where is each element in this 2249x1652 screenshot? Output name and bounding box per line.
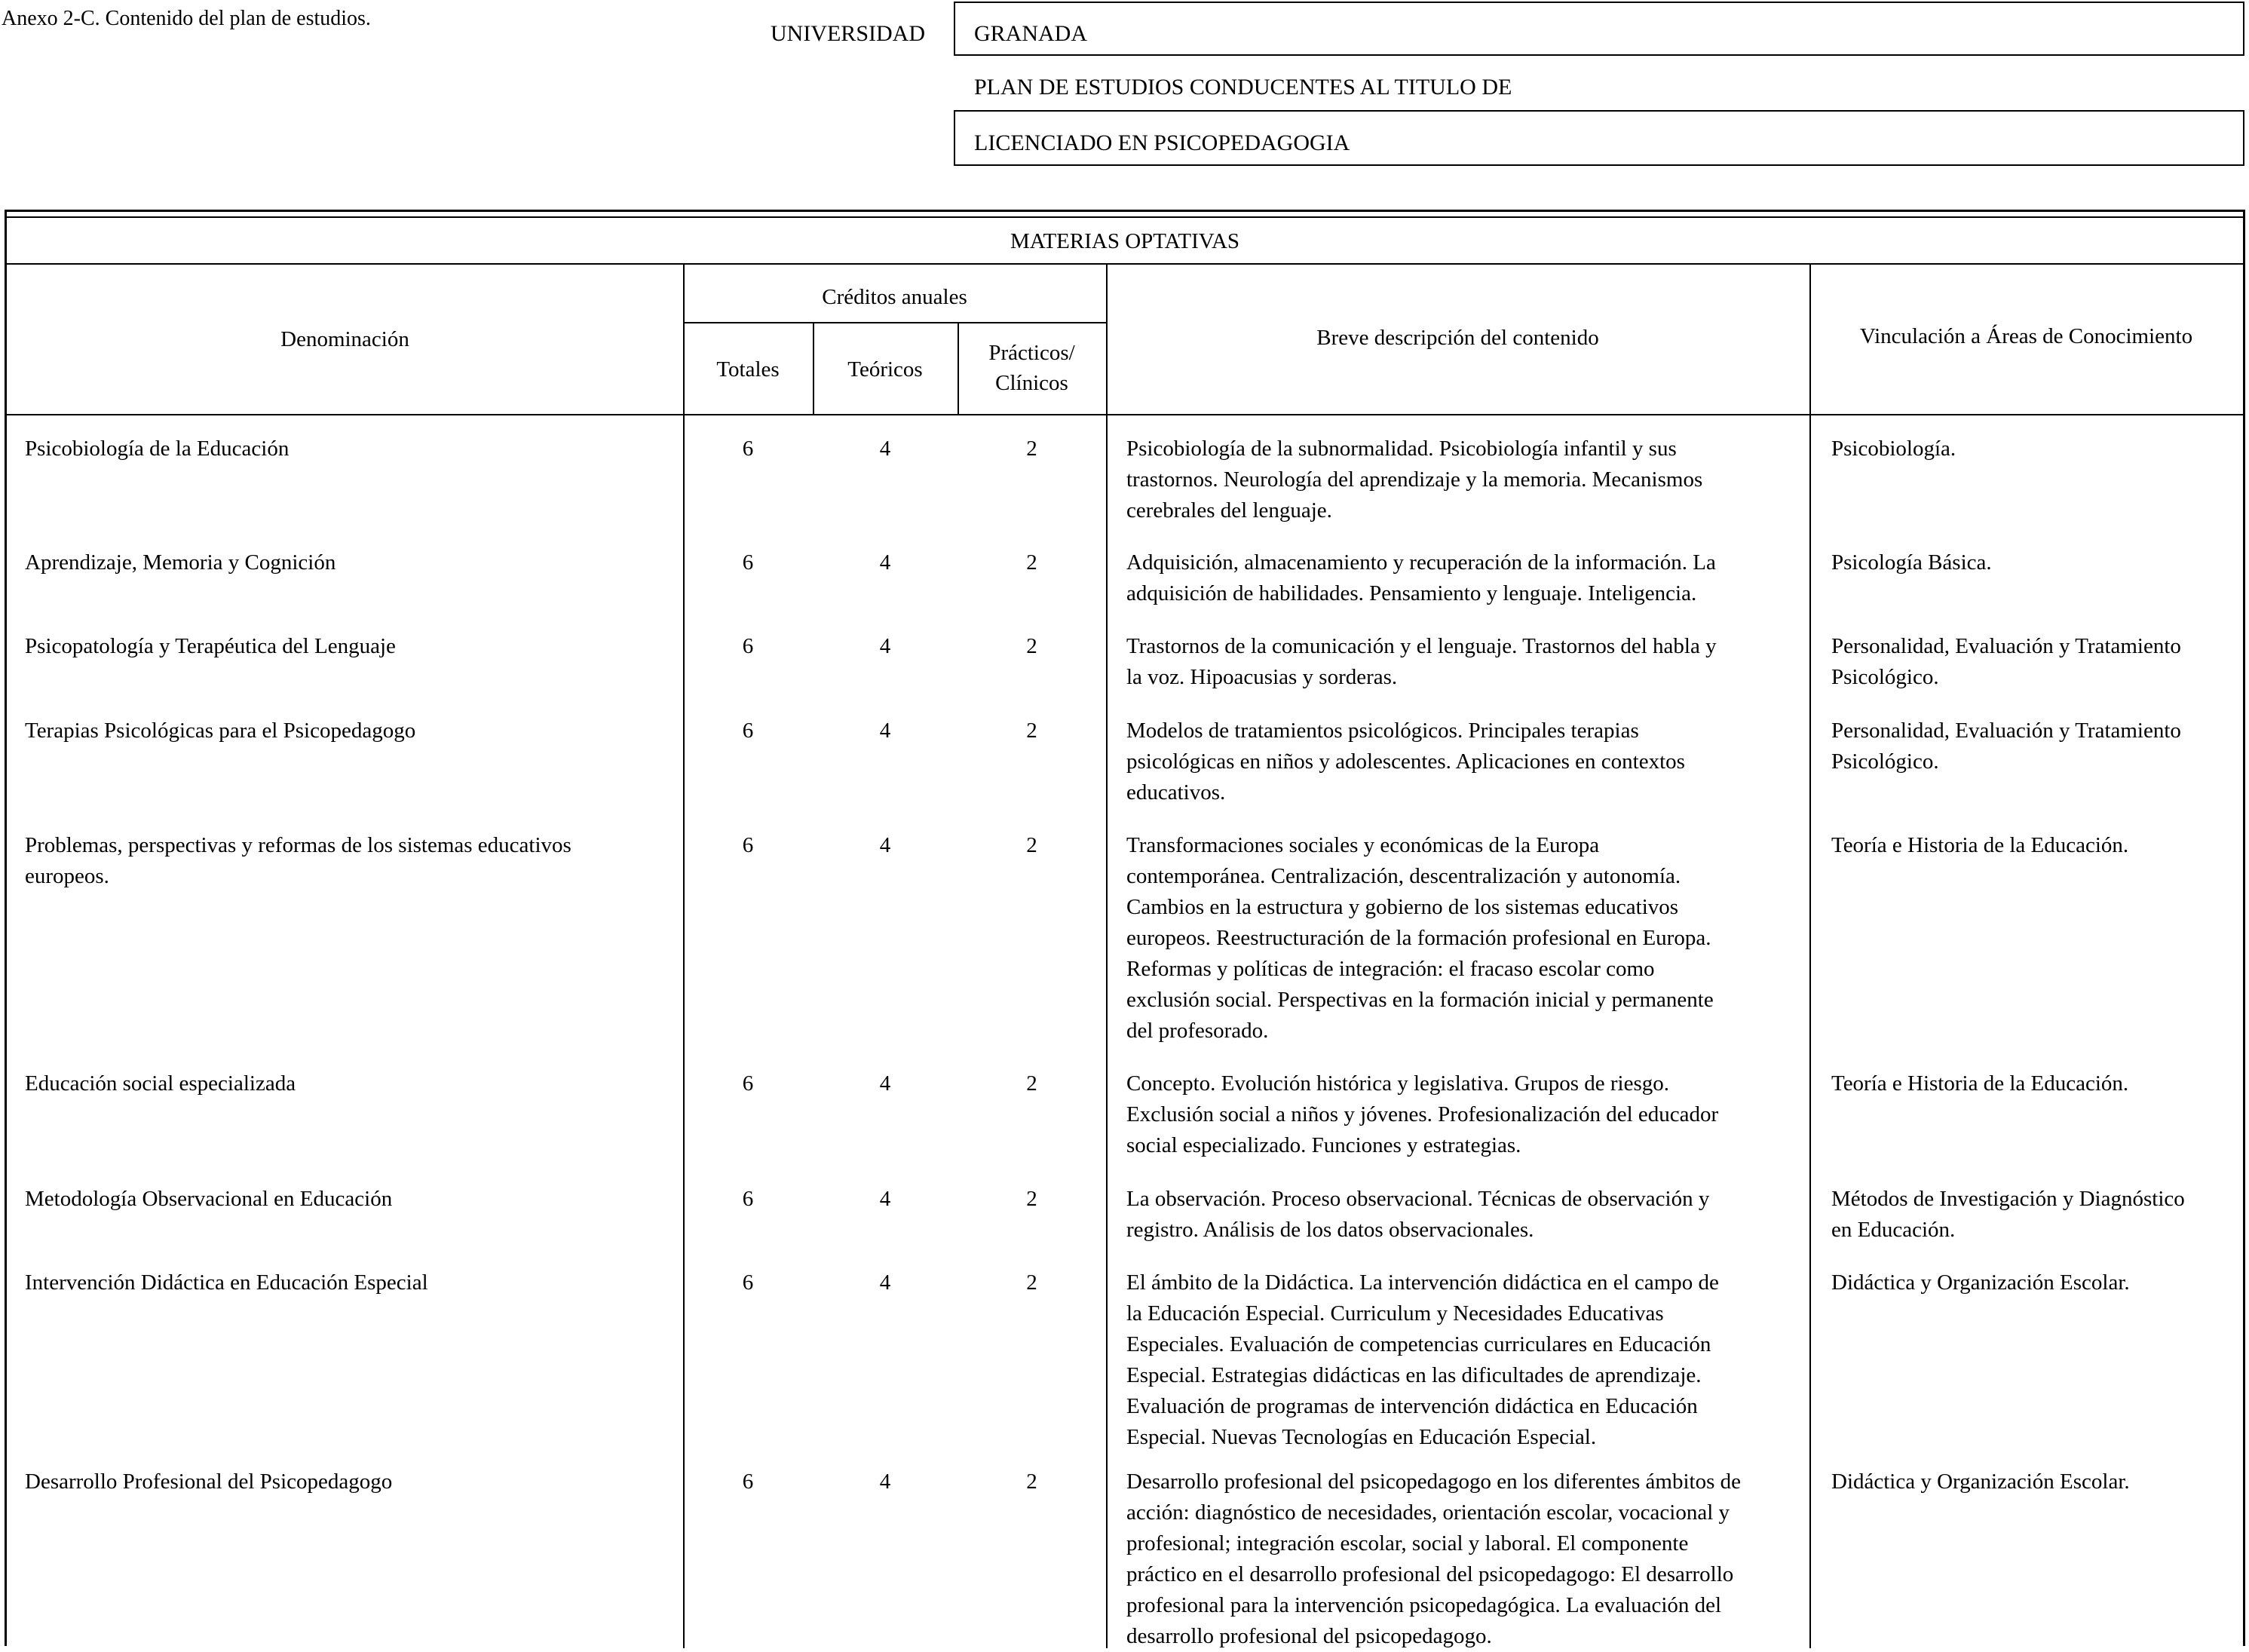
credits-totales: 6 [742,634,754,658]
subject-name: Metodología Observacional en Educación [25,1187,393,1211]
description-line: Desarrollo profesional del psicopedagogo en los diferentes ámbitos de [1126,1470,1741,1494]
subject-name: Intervención Didáctica en Educación Especial [25,1270,428,1295]
description-line: Concepto. Evolución histórica y legislativa. Grupos de riesgo. [1126,1071,1670,1096]
optional-subjects-table [5,210,2245,1646]
credits-totales: 6 [742,1187,754,1211]
subject-name: Aprendizaje, Memoria y Cognición [25,550,336,575]
col-practicos-2: Clínicos [995,371,1068,395]
description-line: Modelos de tratamientos psicológicos. Principales terapias [1126,719,1639,743]
description-line: Psicobiología de la subnormalidad. Psicobiología infantil y sus [1126,437,1677,461]
subject-name: europeos. [25,864,109,888]
description-line: Transformaciones sociales y económicas de la Europa [1126,833,1600,857]
credits-teoricos: 4 [879,1187,891,1211]
description-line: profesional; integración escolar, social y laboral. El componente [1126,1531,1689,1555]
description-line: la voz. Hipoacusias y sorderas. [1126,665,1398,689]
description-line: profesional para la intervención psicopedagógica. La evaluación del [1126,1593,1722,1617]
credits-practicos: 2 [1026,1470,1037,1494]
credits-practicos: 2 [1026,550,1037,575]
credits-totales: 6 [742,1071,754,1096]
description-line: desarrollo profesional del psicopedagogo. [1126,1624,1492,1648]
description-line: contemporánea. Centralización, descentralización y autonomía. [1126,864,1681,888]
col-creditos: Créditos anuales [822,285,967,309]
description-line: psicológicas en niños y adolescentes. Aplicaciones en contextos [1126,749,1685,774]
credits-practicos: 2 [1026,437,1037,461]
credits-teoricos: 4 [879,1270,891,1295]
knowledge-area: Métodos de Investigación y Diagnóstico [1831,1187,2185,1211]
description-line: exclusión social. Perspectivas en la formación inicial y permanente [1126,988,1714,1012]
description-line: del profesorado. [1126,1019,1269,1043]
description-line: europeos. Reestructuración de la formación profesional en Europa. [1126,926,1711,950]
description-line: Especial. Nuevas Tecnologías en Educación Especial. [1126,1425,1597,1449]
col-teoricos: Teóricos [847,357,923,382]
credits-totales: 6 [742,1270,754,1295]
university-label: UNIVERSIDAD [771,21,925,46]
credits-teoricos: 4 [879,719,891,743]
credits-practicos: 2 [1026,1270,1037,1295]
subject-name: Problemas, perspectivas y reformas de los sistemas educativos [25,833,571,857]
description-line: adquisición de habilidades. Pensamiento y lenguaje. Inteligencia. [1126,581,1697,605]
description-line: trastornos. Neurología del aprendizaje y la memoria. Mecanismos [1126,467,1703,492]
credits-teoricos: 4 [879,437,891,461]
credits-totales: 6 [742,1470,754,1494]
description-line: educativos. [1126,780,1226,805]
knowledge-area: Personalidad, Evaluación y Tratamiento [1831,634,2181,658]
credits-totales: 6 [742,719,754,743]
description-line: cerebrales del lenguaje. [1126,498,1332,523]
knowledge-area: Didáctica y Organización Escolar. [1831,1470,2130,1494]
description-line: Evaluación de programas de intervención didáctica en Educación [1126,1394,1698,1418]
credits-teoricos: 4 [879,833,891,857]
credits-practicos: 2 [1026,1071,1037,1096]
credits-teoricos: 4 [879,1470,891,1494]
col-denominacion: Denominación [280,327,409,351]
annex-title: Anexo 2-C. Contenido del plan de estudios. [2,7,371,30]
description-line: Especial. Estrategias didácticas en las dificultades de aprendizaje. [1126,1363,1702,1387]
col-practicos-1: Prácticos/ [988,341,1075,365]
description-line: Cambios en la estructura y gobierno de los sistemas educativos [1126,895,1679,919]
description-line: Trastornos de la comunicación y el lenguaje. Trastornos del habla y [1126,634,1717,658]
credits-practicos: 2 [1026,833,1037,857]
description-line: social especializado. Funciones y estrategias. [1126,1133,1521,1157]
col-totales: Totales [716,357,780,382]
description-line: registro. Análisis de los datos observacionales. [1126,1218,1534,1242]
credits-teoricos: 4 [879,550,891,575]
description-line: Reformas y políticas de integración: el fracaso escolar como [1126,957,1655,981]
credits-practicos: 2 [1026,1187,1037,1211]
knowledge-area: Psicológico. [1831,665,1939,689]
credits-totales: 6 [742,437,754,461]
description-line: acción: diagnóstico de necesidades, orientación escolar, vocacional y [1126,1500,1730,1525]
knowledge-area: Psicología Básica. [1831,550,1992,575]
degree-value: LICENCIADO EN PSICOPEDAGOGIA [974,130,1350,155]
knowledge-area: Didáctica y Organización Escolar. [1831,1270,2130,1295]
description-line: Adquisición, almacenamiento y recuperación de la información. La [1126,550,1716,575]
knowledge-area: Psicobiología. [1831,437,1956,461]
knowledge-area: Psicológico. [1831,749,1939,774]
description-line: El ámbito de la Didáctica. La intervención didáctica en el campo de [1126,1270,1719,1295]
col-descripcion: Breve descripción del contenido [1316,326,1599,350]
description-line: la Educación Especial. Curriculum y Necesidades Educativas [1126,1301,1664,1326]
university-box [954,2,2244,56]
knowledge-area: en Educación. [1831,1218,1956,1242]
subject-name: Educación social especializada [25,1071,296,1096]
knowledge-area: Personalidad, Evaluación y Tratamiento [1831,719,2181,743]
description-line: Exclusión social a niños y jóvenes. Profesionalización del educador [1126,1102,1719,1126]
subject-name: Terapias Psicológicas para el Psicopedagogo [25,719,416,743]
plan-label: PLAN DE ESTUDIOS CONDUCENTES AL TITULO DE [974,75,1512,100]
description-line: La observación. Proceso observacional. Técnicas de observación y [1126,1187,1710,1211]
credits-totales: 6 [742,833,754,857]
description-line: práctico en el desarrollo profesional del psicopedagogo: El desarrollo [1126,1562,1734,1586]
subject-name: Psicopatología y Terapéutica del Lenguaje [25,634,396,658]
university-value: GRANADA [974,21,1087,46]
credits-practicos: 2 [1026,719,1037,743]
description-line: Especiales. Evaluación de competencias curriculares en Educación [1126,1332,1711,1356]
knowledge-area: Teoría e Historia de la Educación. [1831,1071,2129,1096]
credits-teoricos: 4 [879,1071,891,1096]
credits-totales: 6 [742,550,754,575]
subject-name: Psicobiología de la Educación [25,437,290,461]
table-title: MATERIAS OPTATIVAS [1010,229,1240,253]
credits-teoricos: 4 [879,634,891,658]
knowledge-area: Teoría e Historia de la Educación. [1831,833,2129,857]
credits-practicos: 2 [1026,634,1037,658]
subject-name: Desarrollo Profesional del Psicopedagogo [25,1470,393,1494]
col-vinculacion: Vinculación a Áreas de Conocimiento [1859,324,2193,348]
